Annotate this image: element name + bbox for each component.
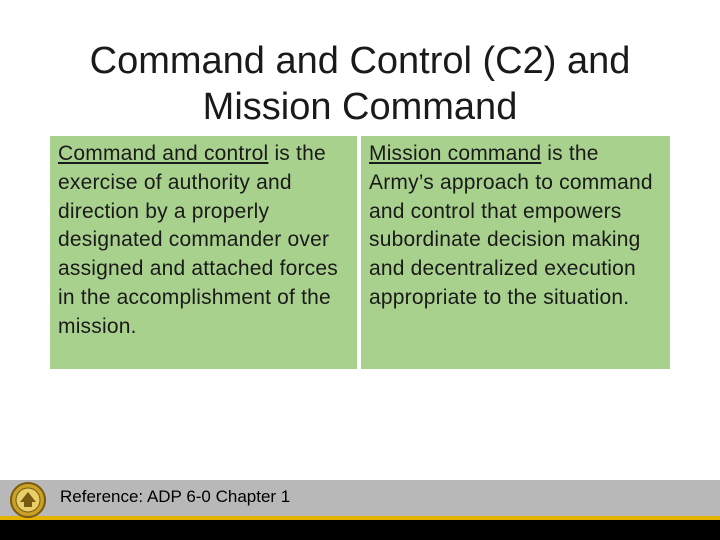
- mission-command-text: is the Army’s approach to command and control that empowers subordinate decision making and decentralized execution appropriate to the situation.: [369, 142, 653, 309]
- command-and-control-text: is the exercise of authority and direction by a properly designated commander over assigned and attached forces in the accomplishment of the mission.: [58, 142, 338, 338]
- seal-icon: [6, 480, 50, 520]
- slide-title: [0, 38, 720, 130]
- footer-black-stripe: [0, 520, 720, 540]
- mission-command-term: Mission command: [369, 142, 542, 165]
- title-line-2: Mission Command: [202, 86, 518, 128]
- command-and-control-term: Command and control: [58, 142, 269, 165]
- definition-table: [50, 136, 670, 369]
- title-line-1: Command and Control (C2) and: [89, 40, 631, 82]
- reference-text: Reference: ADP 6-0 Chapter 1: [60, 487, 291, 506]
- command-and-control-definition: [50, 136, 357, 369]
- mission-command-definition: [361, 136, 670, 369]
